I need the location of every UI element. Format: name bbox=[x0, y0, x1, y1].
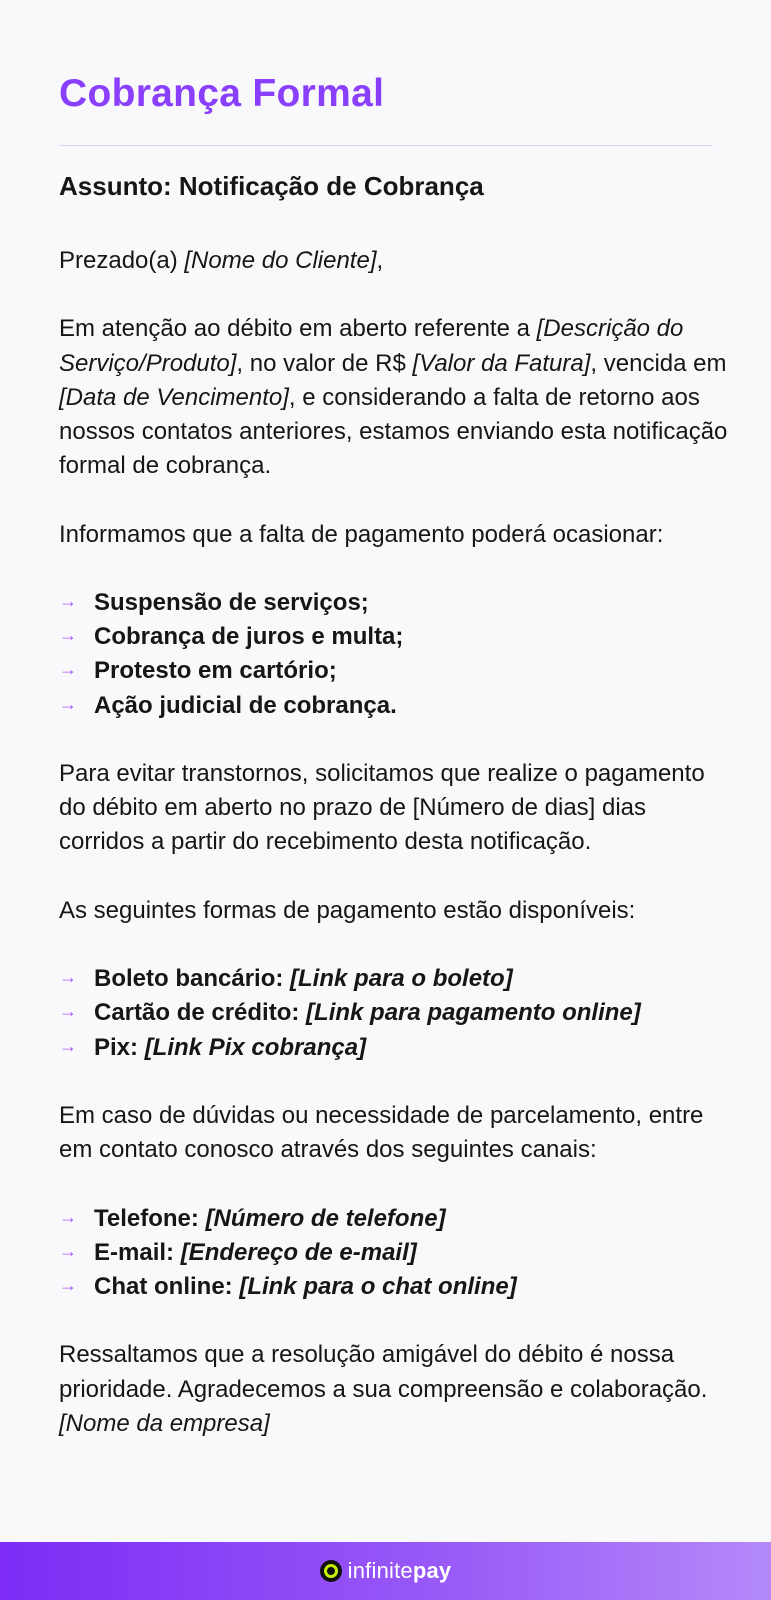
arrow-right-icon: → bbox=[59, 967, 77, 988]
subject-heading: Assunto: Notificação de Cobrança bbox=[59, 171, 484, 201]
greeting: Prezado(a) [Nome do Cliente], bbox=[59, 247, 384, 274]
list-item: → Cartão de crédito: [Link para pagamento online] bbox=[59, 996, 731, 1030]
letter-body bbox=[59, 244, 731, 1441]
card-link-placeholder: [Link para pagamento online] bbox=[306, 999, 641, 1027]
arrow-right-icon: → bbox=[59, 1001, 77, 1022]
contacts-list bbox=[59, 1202, 731, 1305]
arrow-right-icon: → bbox=[59, 1274, 77, 1295]
list-item: → E-mail: [Endereço de e-mail] bbox=[59, 1236, 731, 1270]
list-item: → Ação judicial de cobrança. bbox=[59, 689, 731, 723]
arrow-right-icon: → bbox=[59, 1206, 77, 1227]
closing-paragraph: Ressaltamos que a resolução amigável do débito é nossa prioridade. Agradecemos a sua compreensão e colaboração. bbox=[59, 1341, 708, 1403]
boleto-link-placeholder: [Link para o boleto] bbox=[290, 965, 513, 993]
intro-paragraph: Em atenção ao débito em aberto referente a [Descrição do Serviço/Produto], no valor de R$ [Valor da Fatura], vencida em [Data de Vencimento], e considerando a falta de retorno aos nossos contatos anteriores, estamos enviando esta notificação formal de cobrança. bbox=[59, 315, 728, 480]
arrow-right-icon: → bbox=[59, 590, 77, 611]
brand-wordmark: infinitepay bbox=[347, 1558, 452, 1583]
pix-link-placeholder: [Link Pix cobrança] bbox=[144, 1033, 367, 1061]
payment-methods-list bbox=[59, 962, 731, 1065]
deadline-paragraph: Para evitar transtornos, solicitamos que realize o pagamento do débito em aberto no prazo de [Número de dias] dias corridos a partir do recebimento desta notificação. bbox=[59, 759, 705, 856]
email-placeholder: [Endereço de e-mail] bbox=[180, 1238, 417, 1266]
list-item: → Protesto em cartório; bbox=[59, 654, 731, 688]
list-item: → Chat online: [Link para o chat online] bbox=[59, 1270, 731, 1304]
list-item: → Boleto bancário: [Link para o boleto] bbox=[59, 962, 731, 996]
chat-link-placeholder: [Link para o chat online] bbox=[239, 1272, 517, 1300]
service-description-placeholder: [Descrição do Serviço/Produto] bbox=[59, 315, 684, 377]
page-title: Cobrança Formal bbox=[59, 72, 385, 115]
list-item: → Telefone: [Número de telefone] bbox=[59, 1202, 731, 1236]
infinitepay-logo-icon bbox=[320, 1560, 342, 1582]
footer-banner bbox=[0, 1542, 771, 1600]
list-item: → Cobrança de juros e multa; bbox=[59, 620, 731, 654]
invoice-value-placeholder: [Valor da Fatura] bbox=[412, 349, 591, 377]
client-name-placeholder: [Nome do Cliente] bbox=[184, 247, 377, 274]
due-date-placeholder: [Data de Vencimento] bbox=[59, 383, 289, 411]
contact-intro: Em caso de dúvidas ou necessidade de parcelamento, entre em contato conosco através dos seguintes canais: bbox=[59, 1101, 704, 1164]
consequences-list bbox=[59, 586, 731, 723]
brand-logo bbox=[320, 1558, 452, 1584]
payment-intro: As seguintes formas de pagamento estão disponíveis: bbox=[59, 896, 636, 924]
arrow-right-icon: → bbox=[59, 625, 77, 646]
arrow-right-icon: → bbox=[59, 693, 77, 714]
divider bbox=[59, 145, 713, 146]
phone-placeholder: [Número de telefone] bbox=[205, 1204, 446, 1232]
list-item: → Pix: [Link Pix cobrança] bbox=[59, 1031, 731, 1065]
arrow-right-icon: → bbox=[59, 1240, 77, 1261]
arrow-right-icon: → bbox=[59, 659, 77, 680]
arrow-right-icon: → bbox=[59, 1035, 77, 1056]
list-item: → Suspensão de serviços; bbox=[59, 586, 731, 620]
consequences-intro: Informamos que a falta de pagamento poderá ocasionar: bbox=[59, 520, 664, 548]
company-name-placeholder: [Nome da empresa] bbox=[59, 1409, 270, 1437]
